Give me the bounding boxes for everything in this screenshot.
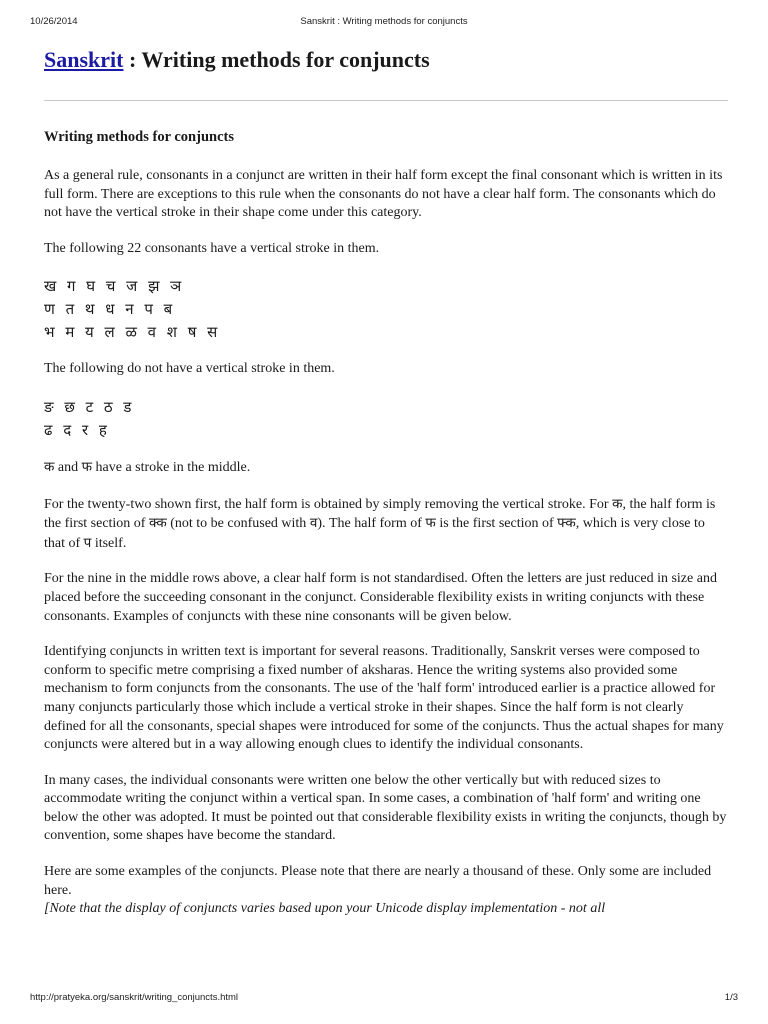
pha-glyph: फ xyxy=(425,515,436,532)
ka-glyph: क xyxy=(44,458,55,475)
vertical-stroke-consonants xyxy=(44,275,728,344)
ka-glyph: क xyxy=(612,495,623,512)
text-fragment: and xyxy=(54,459,82,475)
sanskrit-link[interactable]: Sanskrit xyxy=(44,47,124,72)
vertical-stacking-paragraph: In many cases, the individual consonants were written one below the other vertically but with reduced sizes to accommodate writing the conjunct within a vertical span. In some cases, a combination of 'half form' and writing one below the other was adopted. It must be pointed out that considerable flexibility exists in writing the conjuncts, though by convention, some shapes have become the standard. xyxy=(44,772,727,844)
half-form-paragraph xyxy=(44,495,728,554)
text-fragment: ). The half form of xyxy=(317,516,426,532)
kka-conjunct-glyph: क्क xyxy=(148,515,167,532)
consonant-row: ङ छ ट ठ ड xyxy=(44,397,135,416)
nine-middle-paragraph: For the nine in the middle rows above, a clear half form is not standardised. Often the letters are just reduced in size and placed before the succeeding consonant in the conjunct. Considerable flexibility exists in writing conjuncts with these consonants. Examples of conjuncts with these nine consonants will be given below. xyxy=(44,571,717,624)
page-title xyxy=(44,46,430,74)
print-date: 10/26/2014 xyxy=(30,16,78,27)
page-number: 1/3 xyxy=(724,992,738,1003)
print-footer xyxy=(0,992,768,1006)
consonant-row: भ म य ल ळ व श ष स xyxy=(44,323,221,342)
text-fragment: (not to be confused with xyxy=(166,516,310,532)
no-vertical-stroke-consonants xyxy=(44,396,728,442)
intro-paragraph: As a general rule, consonants in a conjunct are written in their half form except the final consonant which is written in its full form. There are exceptions to this rule when the consonants do not have a clear half form. The consonants which do not have the vertical stroke in their shape come under this category. xyxy=(44,168,723,221)
text-fragment: For the twenty-two shown first, the half form is obtained by simply removing the vertical stroke. For xyxy=(44,496,613,512)
print-page-title: Sanskrit : Writing methods for conjuncts xyxy=(300,16,468,27)
text-fragment: itself. xyxy=(91,535,127,551)
consonant-row: ण त थ ध न प ब xyxy=(44,300,176,319)
consonant-row: ढ द र ह xyxy=(44,420,110,439)
print-url: http://pratyeka.org/sanskrit/writing_conjuncts.html xyxy=(30,992,239,1003)
examples-intro-paragraph: Here are some examples of the conjuncts. Please note that there are nearly a thousand of these. Only some are included here. xyxy=(44,864,712,898)
phka-conjunct-glyph: फ्क xyxy=(557,515,576,532)
print-header xyxy=(0,16,768,30)
text-fragment: have a stroke in the middle. xyxy=(92,459,251,475)
section-heading: Writing methods for conjuncts xyxy=(44,129,234,145)
pha-glyph: फ xyxy=(81,458,93,475)
title-divider xyxy=(44,100,728,101)
text-fragment: , the half form is the first section of xyxy=(44,496,716,532)
no-vertical-stroke-intro: The following do not have a vertical stroke in them. xyxy=(44,361,335,377)
article-body xyxy=(44,122,728,984)
text-fragment: is the first section of xyxy=(435,516,558,532)
middle-stroke-paragraph xyxy=(44,458,728,478)
page-title-rest: : Writing methods for conjuncts xyxy=(123,47,430,72)
vertical-stroke-intro: The following 22 consonants have a vertical stroke in them. xyxy=(44,240,380,256)
text-fragment: , which is very close to that of xyxy=(44,516,705,551)
identifying-conjuncts-paragraph: Identifying conjuncts in written text is important for several reasons. Traditionally, Sanskrit verses were composed to conform to specific metre comprising a fixed number of aksharas. Hence the writing systems also provided some mechanism to form conjuncts from the consonants. The use of the 'half form' introduced earlier is a practice allowed for many conjuncts particularly those which include a vertical stroke in their shapes. Since the half form is not clearly defined for all the consonants, special shapes were introduced for some of the conjuncts. Thus the actual shapes for many conjuncts were altered but in a way allowing enough clues to identify the individual consonants. xyxy=(44,644,724,753)
unicode-display-note: [Note that the display of conjuncts varies based upon your Unicode display implementation - not all xyxy=(44,901,606,917)
consonant-row: ख ग घ च ज झ ञ xyxy=(44,277,185,296)
va-glyph: व xyxy=(309,515,318,532)
pa-glyph: प xyxy=(83,534,92,551)
